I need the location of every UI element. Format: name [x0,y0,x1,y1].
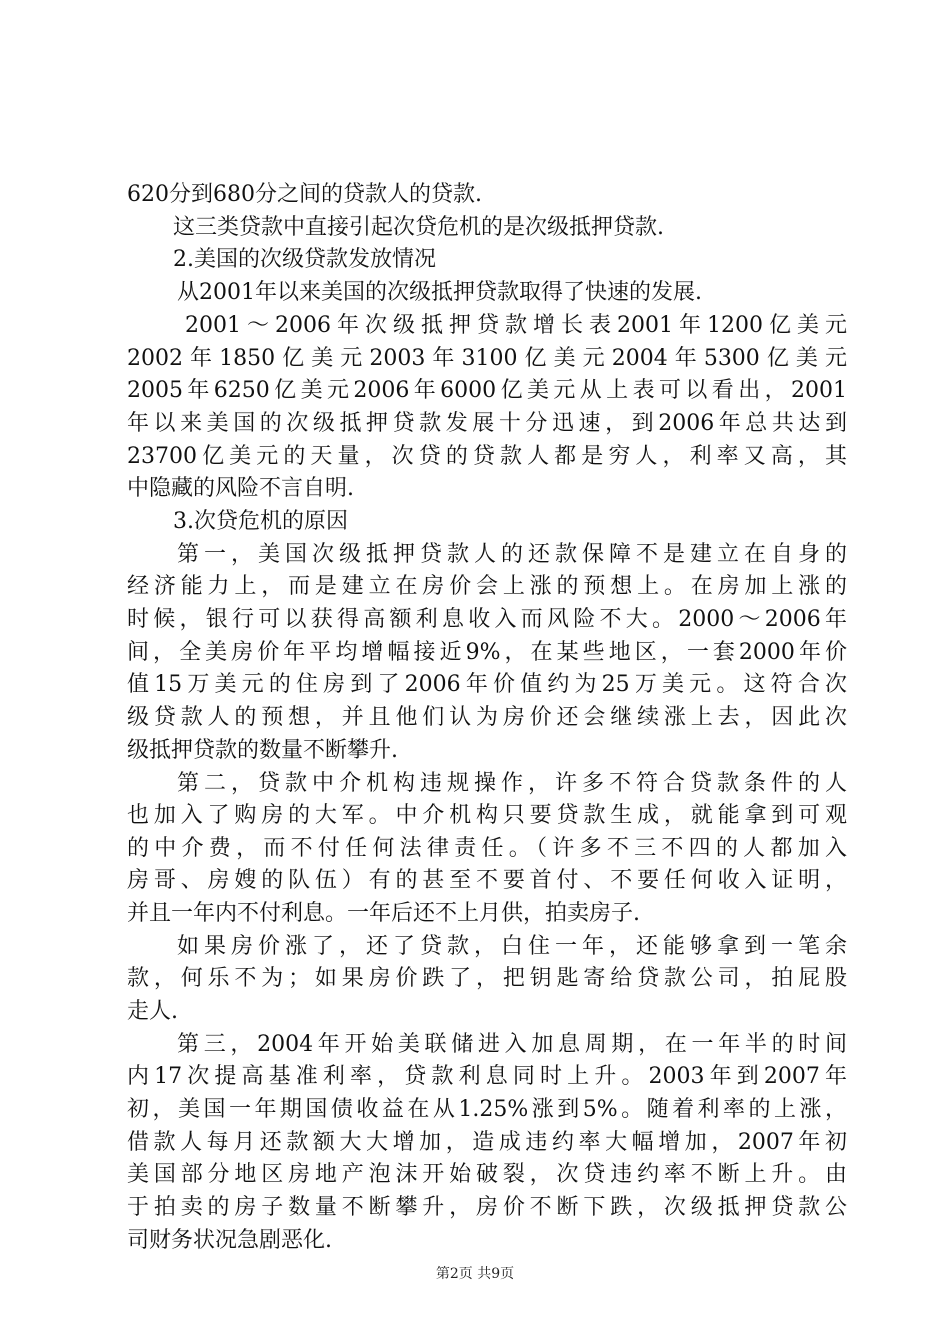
text-line: 时候，银行可以获得高额利息收入而风险不大。2000～2006年 [127,607,847,632]
text-line: 级抵押贷款的数量不断攀升. [127,738,398,763]
text-line: 2005年6250亿美元2006年6000亿美元从上表可以看出，2001 [127,378,847,403]
text-line: 值15万美元的住房到了2006年价值约为25万美元。这符合次 [127,672,847,697]
section-heading: 3.次贷危机的原因 [173,509,348,534]
text-line: 23700亿美元的天量，次贷的贷款人都是穷人，利率又高，其 [127,444,847,469]
text-line: 内17次提高基准利率，贷款利息同时上升。2003年到2007年 [127,1064,847,1089]
text-line: 中隐藏的风险不言自明. [127,476,354,501]
text-line: 也加入了购房的大军。中介机构只要贷款生成，就能拿到可观 [127,803,847,828]
text-line: 级贷款人的预想，并且他们认为房价还会继续涨上去，因此次 [127,705,847,730]
text-line: 于拍卖的房子数量不断攀升，房价不断下跌，次级抵押贷款公 [127,1195,847,1220]
text-line: 620分到680分之间的贷款人的贷款. [127,182,482,207]
text-line: 从2001年以来美国的次级抵押贷款取得了快速的发展. [177,280,702,305]
page-footer [0,1264,950,1284]
text-line: 经济能力上，而是建立在房价会上涨的预想上。在房加上涨的 [127,574,847,599]
text-line: 这三类贷款中直接引起次贷危机的是次级抵押贷款. [173,215,664,240]
text-line: 第一，美国次级抵押贷款人的还款保障不是建立在自身的 [177,542,847,567]
text-line: 的中介费，而不付任何法律责任。（许多不三不四的人都加入 [127,836,847,861]
section-heading: 2.美国的次级贷款发放情况 [173,247,436,272]
text-line: 美国部分地区房地产泡沫开始破裂，次贷违约率不断上升。由 [127,1162,847,1187]
text-line: 借款人每月还款额大大增加，造成违约率大幅增加，2007年初 [127,1130,847,1155]
text-line: 年以来美国的次级抵押贷款发展十分迅速，到2006年总共达到 [127,411,847,436]
text-line: 2002年1850亿美元2003年3100亿美元2004年5300亿美元 [127,346,847,371]
text-line: 初，美国一年期国债收益在从1.25%涨到5%。随着利率的上涨， [127,1097,847,1122]
text-line: 走人. [127,999,178,1024]
text-line: 司财务状况急剧恶化. [127,1228,332,1253]
text-line: 第三，2004年开始美联储进入加息周期，在一年半的时间 [177,1032,847,1057]
page-number: 第2页 共9页 [435,1266,515,1282]
text-line: 如果房价涨了，还了贷款，白住一年，还能够拿到一笔余 [177,934,847,959]
text-line: 2001～2006年次级抵押贷款增长表2001年1200亿美元 [185,313,847,338]
text-line: 款，何乐不为；如果房价跌了，把钥匙寄给贷款公司，拍屁股 [127,966,847,991]
text-line: 间，全美房价年平均增幅接近9%，在某些地区，一套2000年价 [127,640,847,665]
text-line: 并且一年内不付利息。一年后还不上月供，拍卖房子. [127,901,640,926]
text-line: 房哥、房嫂的队伍）有的甚至不要首付、不要任何收入证明， [127,868,847,893]
text-line: 第二，贷款中介机构违规操作，许多不符合贷款条件的人 [177,771,847,796]
